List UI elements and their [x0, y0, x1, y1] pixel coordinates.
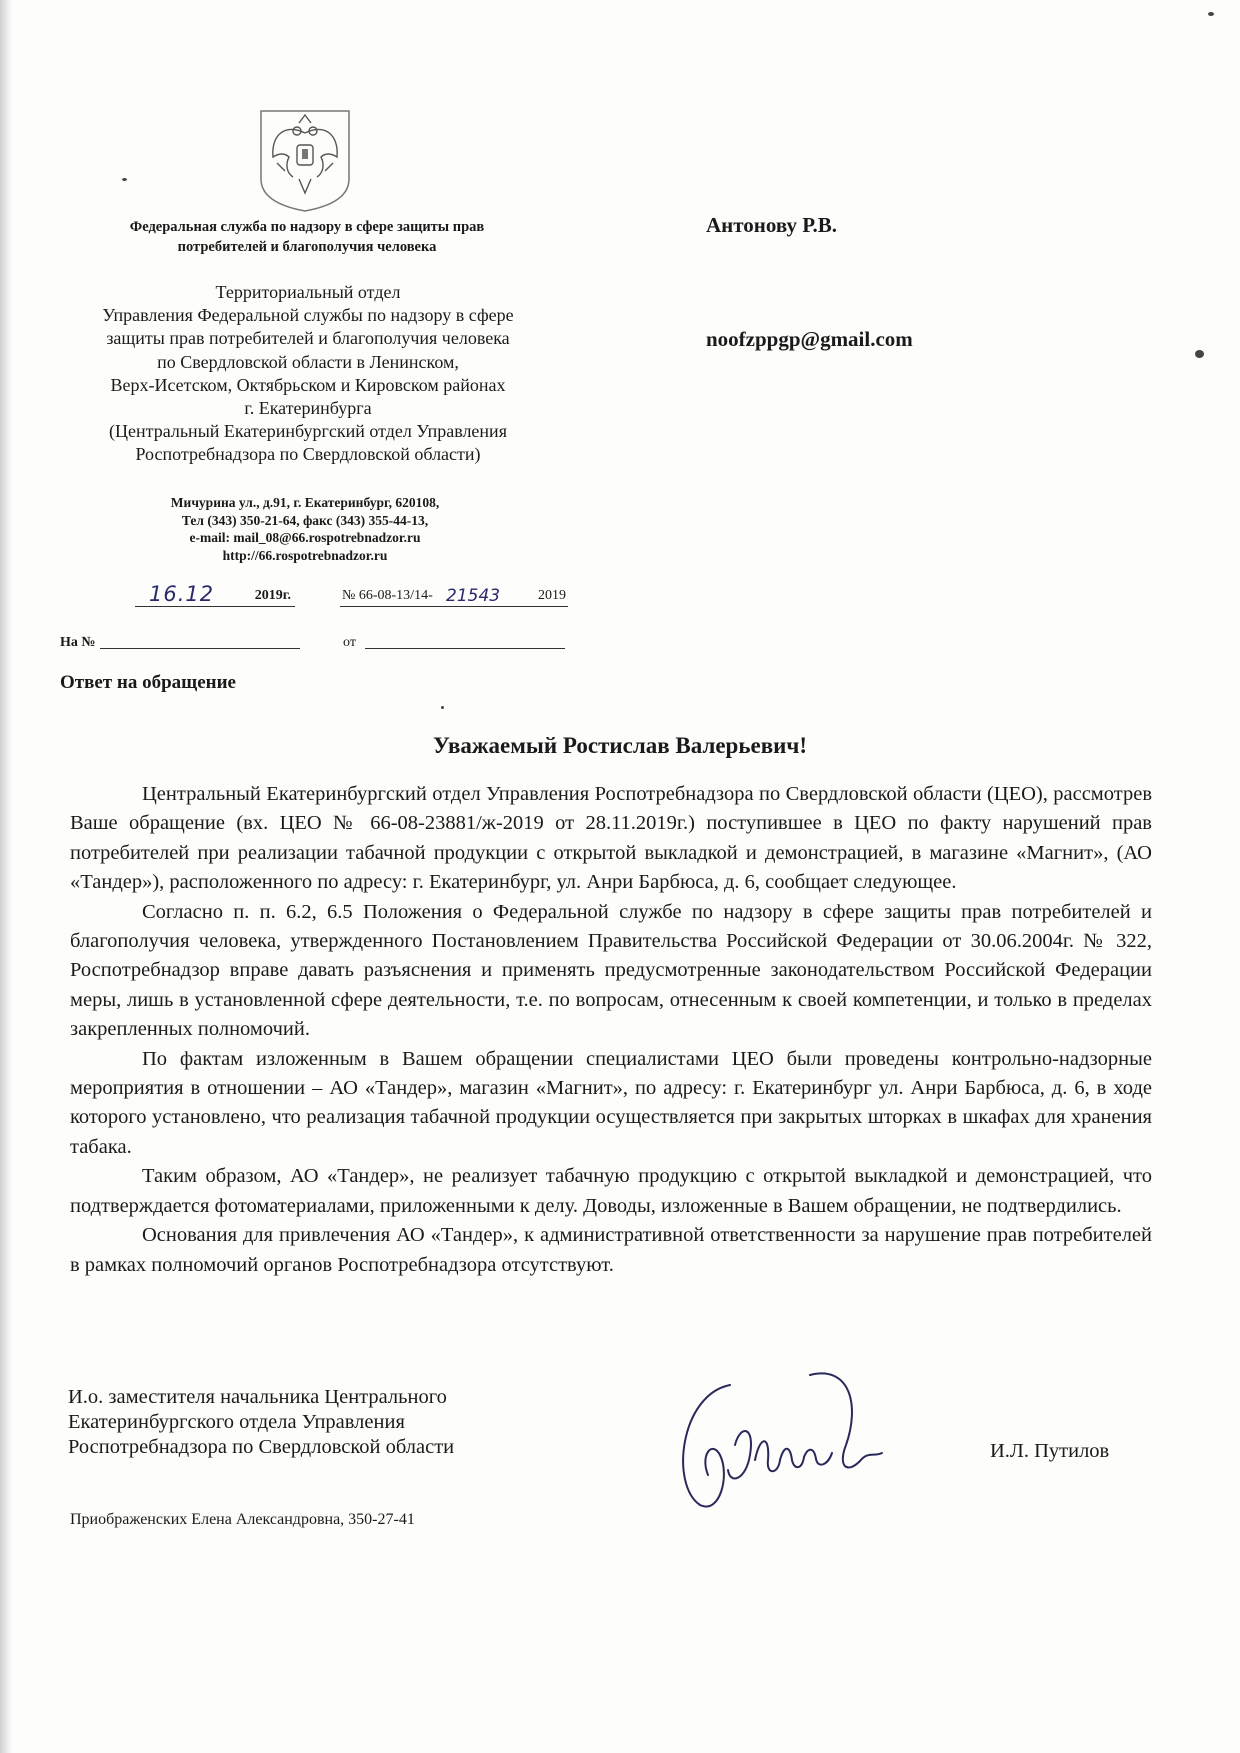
handwritten-date: 16.12: [149, 582, 215, 606]
recipient-name: Антонову Р.В.: [706, 213, 837, 237]
date-year: 2019г.: [254, 588, 291, 603]
scan-speck: [122, 178, 127, 181]
body-paragraph: Таким образом, АО «Тандер», не реализует табачную продукцию с открытой выкладкой и демонстрацией, что подтверждается фотоматериалами, приложенными к делу. Доводы, изложенные в Вашем обращении, не подтвердились.: [70, 1165, 1152, 1217]
email-line: e-mail: mail_08@66.rospotrebnadzor.ru: [189, 530, 421, 546]
department-line: г. Екатеринбурга: [244, 398, 372, 419]
from-label: от: [343, 635, 356, 650]
signer-title: [68, 1385, 588, 1460]
website-line: http://66.rospotrebnadzor.ru: [222, 547, 388, 563]
handwritten-number: 21543: [446, 586, 501, 606]
salutation: Уважаемый Ростислав Валерьевич!: [432, 733, 808, 758]
subject-line: Ответ на обращение: [60, 672, 236, 693]
department-line: Роспотребнадзора по Свердловской области): [135, 444, 481, 465]
department-line: (Центральный Екатеринбургский отдел Управления: [109, 421, 507, 442]
number-prefix: № 66-08-13/14-: [342, 588, 433, 603]
letter-body: [70, 780, 1152, 1280]
agency-title-line: потребителей и благополучия человека: [177, 239, 437, 255]
signer-title-line: Екатеринбургского отдела Управления: [68, 1411, 405, 1433]
outgoing-number-field: [340, 580, 568, 607]
department-line: по Свердловской области в Ленинском,: [157, 351, 459, 372]
department-line: Верх-Исетском, Октябрьском и Кировском районах: [110, 374, 506, 395]
address-line: Мичурина ул., д.91, г. Екатеринбург, 620108,: [170, 495, 440, 510]
contact-block: [100, 494, 510, 564]
incoming-number-line: [100, 634, 300, 649]
agency-title-line: Федеральная служба по надзору в сфере защиты прав: [129, 219, 485, 235]
scan-edge: [0, 0, 12, 1753]
body-paragraph: Согласно п. п. 6.2, 6.5 Положения о Федеральной службе по надзору в сфере защиты прав потребителей и благополучия человека, утвержденного Постановлением Правительства Российской Федерации от 30.06.2004г. № 322, Роспотребнадзор вправе давать разъяснения и применять предусмотренные законодательством Российской Федерации меры, лишь в установленной сфере деятельности, т.е. по вопросам, отнесенным к своей компетенции, и только в пределах закрепленных полномочий.: [70, 900, 1152, 1041]
scan-speck: [1195, 350, 1204, 358]
department-block: [58, 281, 558, 467]
body-paragraph: По фактам изложенным в Вашем обращении специалистами ЦЕО были проведены контрольно-надзорные мероприятия в отношении – АО «Тандер», магазин «Магнит», по адресу: г. Екатеринбург ул. Анри Барбюса, д. 6, в ходе которого установлено, что реализация табачной продукции осуществляется при закрытых шторках в шкафах для хранения табака.: [70, 1047, 1152, 1158]
agency-title: [62, 217, 552, 257]
recipient-email: noofzppgp@gmail.com: [706, 327, 913, 351]
phone-line: Тел (343) 350-21-64, факс (343) 355-44-13,: [181, 512, 429, 528]
incoming-number-label: На №: [60, 635, 96, 650]
department-line: защиты прав потребителей и благополучия человека: [106, 328, 510, 349]
signer-title-line: И.о. заместителя начальника Центрального: [68, 1386, 447, 1408]
date-field: [135, 580, 295, 607]
scan-speck: [441, 706, 444, 709]
department-line: Управления Федеральной службы по надзору в сфере: [102, 305, 514, 326]
number-year: 2019: [538, 588, 566, 603]
body-paragraph: Основания для привлечения АО «Тандер», к административной ответственности за нарушение прав потребителей в рамках полномочий органов Роспотребнадзора отсутствуют.: [70, 1224, 1152, 1276]
signer-title-line: Роспотребнадзора по Свердловской области: [68, 1436, 455, 1458]
executor-contact: Приображенских Елена Александровна, 350-27-41: [70, 1511, 415, 1528]
signer-name: И.Л. Путилов: [990, 1440, 1110, 1462]
scan-speck: [1208, 12, 1214, 16]
department-line: Территориальный отдел: [215, 282, 401, 302]
from-date-line: [365, 634, 565, 649]
coat-of-arms-icon: [255, 105, 355, 215]
handwritten-signature: [660, 1365, 900, 1515]
body-paragraph: Центральный Екатеринбургский отдел Управления Роспотребнадзора по Свердловской области (ЦЕО), рассмотрев Ваше обращение (вх. ЦЕО № 66-08-23881/ж-2019 от 28.11.2019г.) поступившее в ЦЕО по факту нарушений прав потребителей при реализации табачной продукции с открытой выкладкой и демонстрацией, в магазине «Магнит», (АО «Тандер»), расположенного по адресу: г. Екатеринбург, ул. Анри Барбюса, д. 6, сообщает следующее.: [70, 783, 1152, 894]
